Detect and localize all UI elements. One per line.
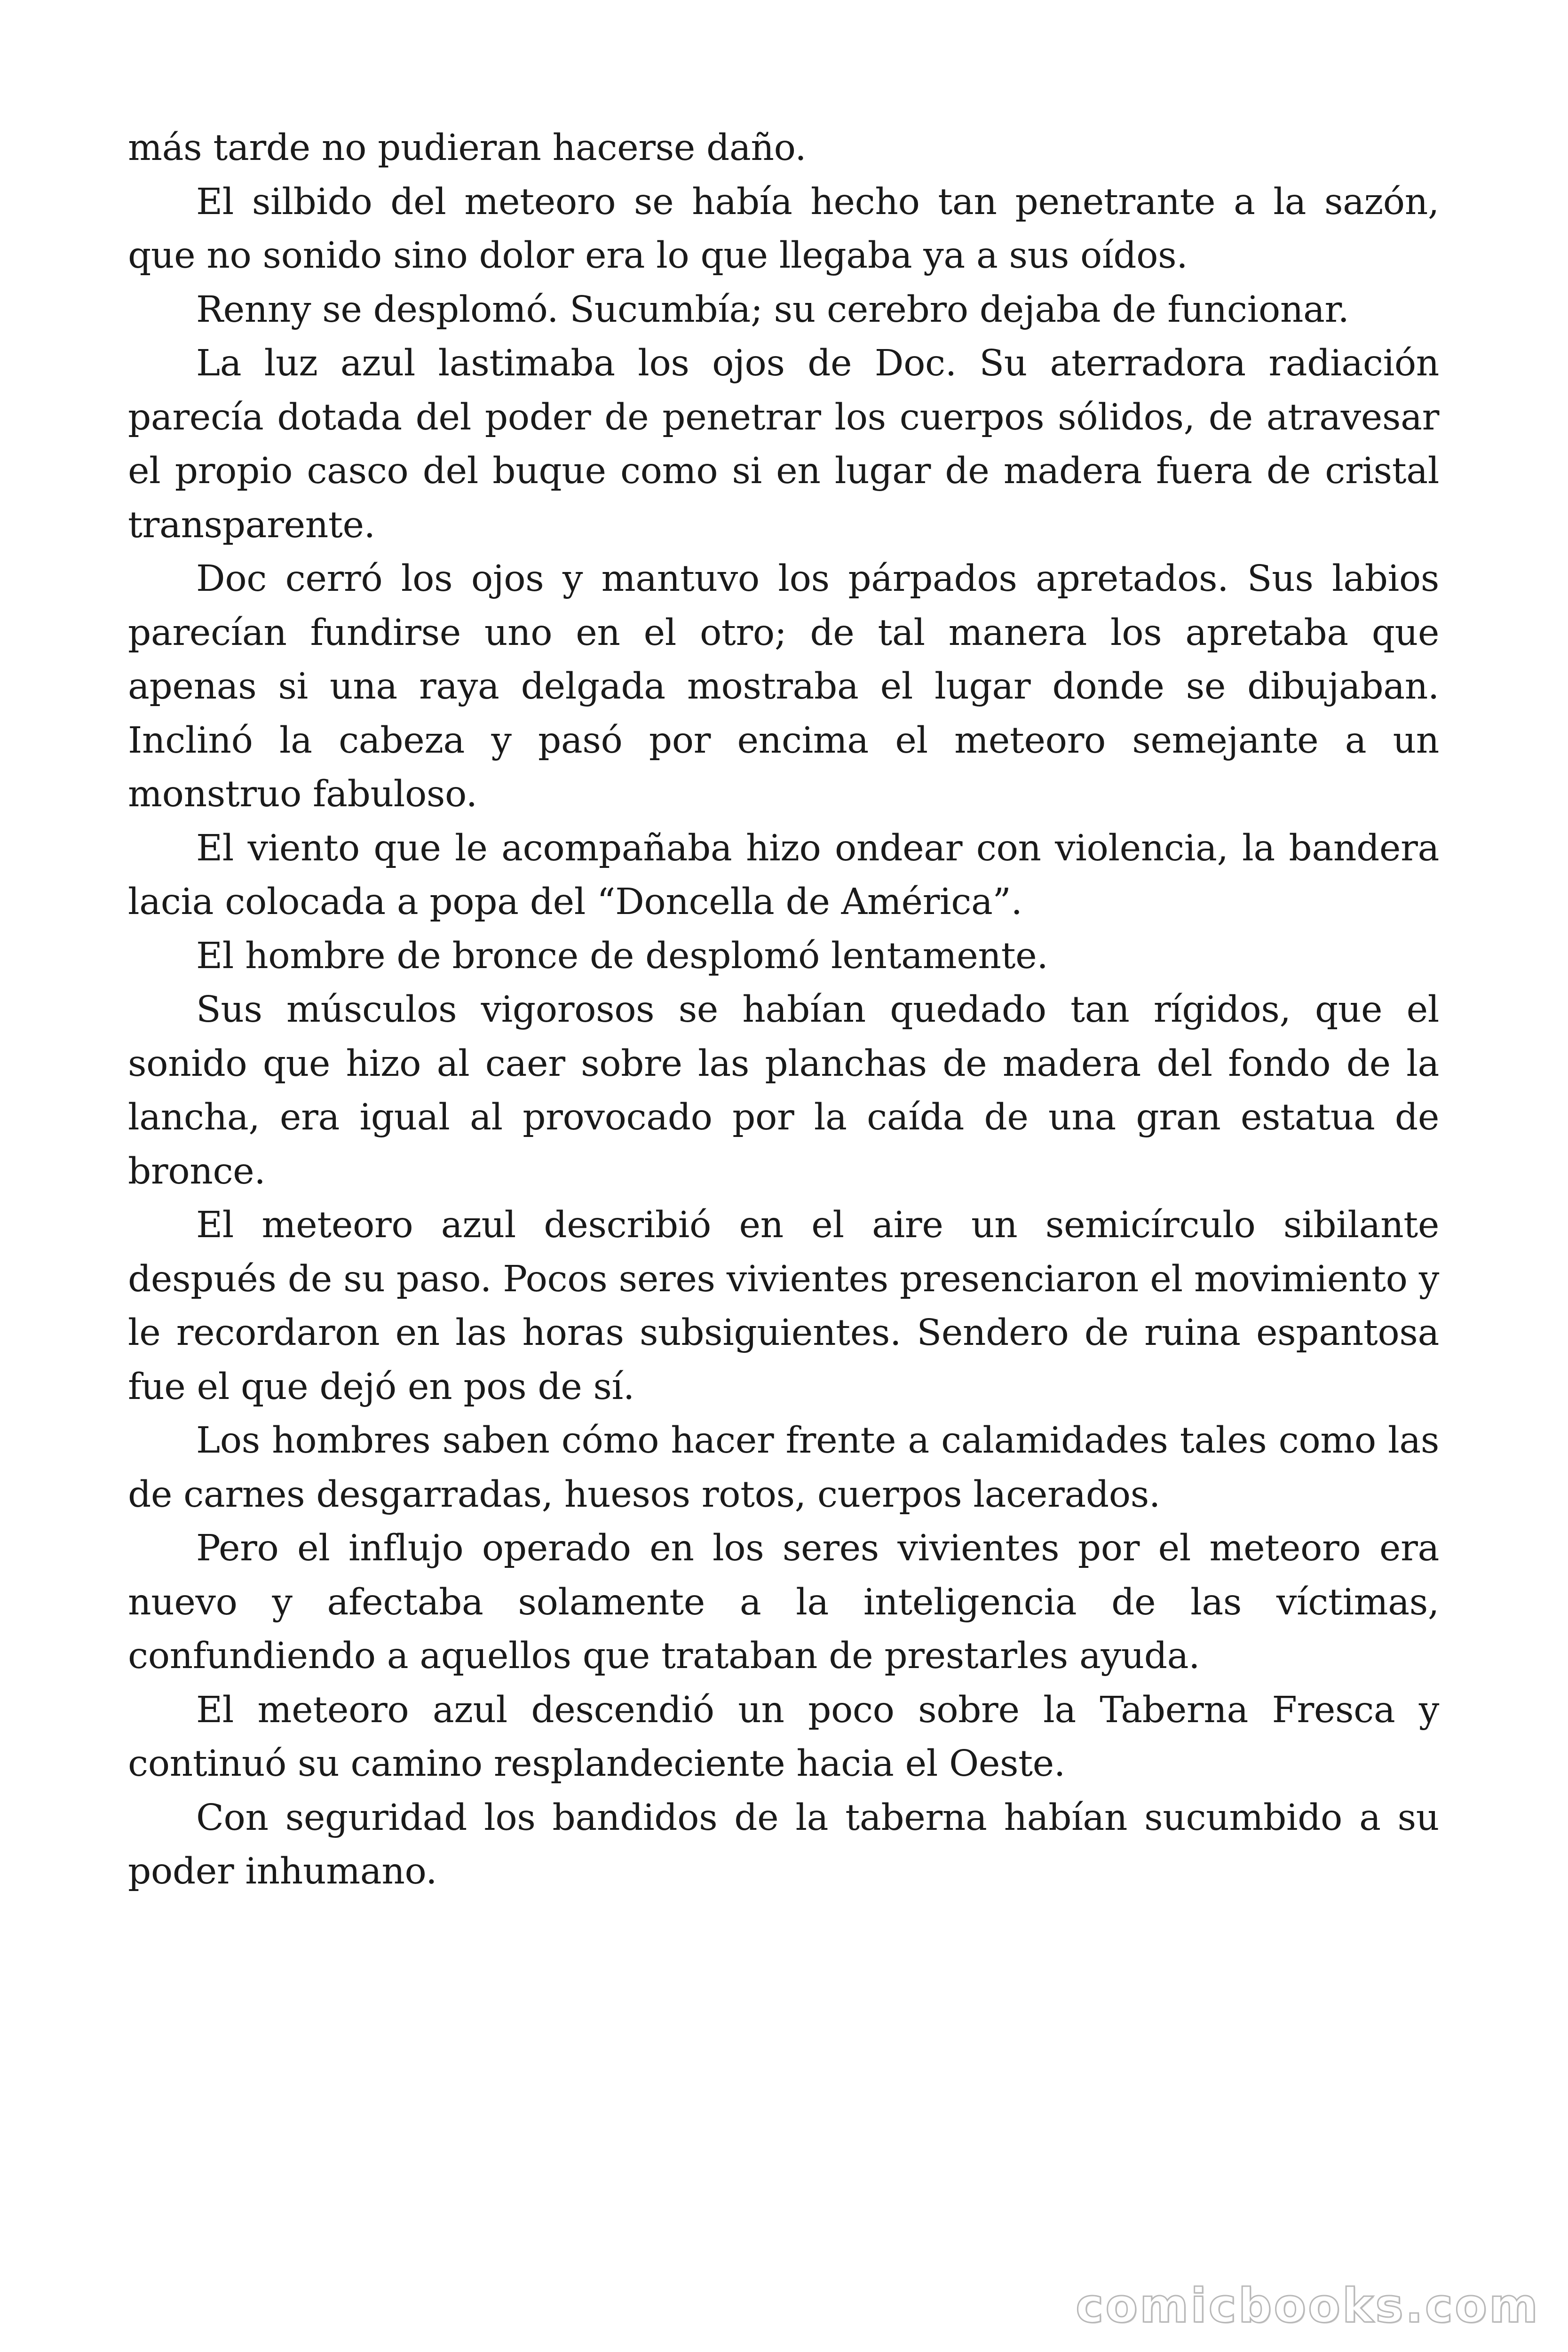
paragraph: Sus músculos vigorosos se habían quedado tan rígidos, que el sonido que hizo al caer sobre las planchas de madera del fondo de la lancha, era igual al provocado por la caída de una gran estatua de bronce. — [128, 989, 1439, 1192]
paragraph: más tarde no pudieran hacerse daño. — [128, 127, 807, 169]
paragraph: Los hombres saben cómo hacer frente a calamidades tales como las de carnes desgarradas, huesos rotos, cuerpos lacerados. — [128, 1420, 1439, 1516]
paragraph: La luz azul lastimaba los ojos de Doc. Su aterradora radiación parecía dotada del poder de penetrar los cuerpos sólidos, de atravesar el propio casco del buque como si en lugar de madera fuera de cristal transparente. — [128, 342, 1439, 546]
paragraph: El meteoro azul descendió un poco sobre la Taberna Fresca y continuó su camino resplandeciente hacia el Oeste. — [128, 1689, 1439, 1785]
paragraph: Doc cerró los ojos y mantuvo los párpados apretados. Sus labios parecían fundirse uno en el otro; de tal manera los apretaba que apenas si una raya delgada mostraba el lugar donde se dibujaban. Inclinó la cabeza y pasó por encima el meteoro semejante a un monstruo fabuloso. — [128, 558, 1439, 815]
paragraph: Renny se desplomó. Sucumbía; su cerebro dejaba de funcionar. — [196, 288, 1349, 331]
paragraph: El meteoro azul describió en el aire un semicírculo sibilante después de su paso. Pocos seres vivientes presenciaron el movimiento y le recordaron en las horas subsiguientes. Sendero de ruina espantosa fue el que dejó en pos de sí. — [128, 1204, 1439, 1408]
page-body-text — [128, 121, 1439, 1899]
paragraph: Pero el influjo operado en los seres vivientes por el meteoro era nuevo y afectaba solamente a la inteligencia de las víctimas, confundiendo a aquellos que trataban de prestarles ayuda. — [128, 1527, 1439, 1677]
paragraph: El silbido del meteoro se había hecho tan penetrante a la sazón, que no sonido sino dolor era lo que llegaba ya a sus oídos. — [128, 181, 1439, 277]
paragraph: Con seguridad los bandidos de la taberna habían sucumbido a su poder inhumano. — [128, 1796, 1439, 1892]
watermark: comicbooks.com — [1076, 2278, 1540, 2333]
paragraph: El viento que le acompañaba hizo ondear con violencia, la bandera lacia colocada a popa del “Doncella de América”. — [128, 827, 1439, 923]
paragraph: El hombre de bronce de desplomó lentamente. — [196, 935, 1048, 977]
